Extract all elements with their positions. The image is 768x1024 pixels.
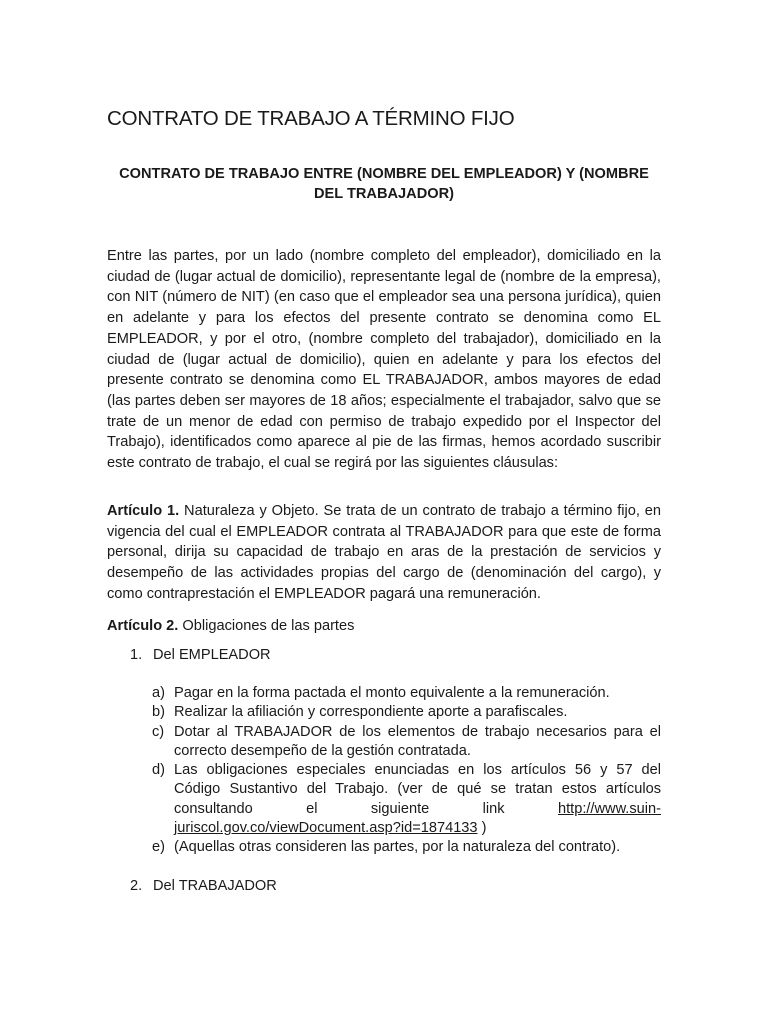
list-text-after: )	[477, 820, 487, 837]
document-subtitle: CONTRATO DE TRABAJO ENTRE (NOMBRE DEL EMPLEADOR) Y (NOMBRE DEL TRABAJADOR)	[119, 166, 649, 202]
list-letter: d)	[152, 762, 165, 779]
list-letter: e)	[152, 839, 165, 856]
article-2	[107, 616, 661, 637]
list-text: (Aquellas otras consideren las partes, por la naturaleza del contrato).	[174, 839, 621, 856]
list-label: Del EMPLEADOR	[153, 647, 271, 663]
article-1-label: Artículo 1.	[107, 503, 180, 519]
list-letter: c)	[152, 723, 165, 740]
list-label: Del TRABAJADOR	[153, 878, 277, 894]
article-2-text: Obligaciones de las partes	[178, 618, 355, 634]
article-1-text: Naturaleza y Objeto. Se trata de un contrato de trabajo a término fijo, en vigencia del cual el EMPLEADOR contrata al TRABAJADOR para que este de forma personal, dirija su capacidad de trabajo en aras de la prestación de servicios y desempeño de las actividades propias del cargo de (denominación del cargo), y como contraprestación el EMPLEADOR pagará una remuneración.	[107, 503, 662, 602]
list-item	[152, 761, 661, 838]
document-title: CONTRATO DE TRABAJO A TÉRMINO FIJO	[107, 107, 515, 130]
list-item	[152, 838, 661, 857]
article-2-label: Artículo 2.	[107, 618, 179, 634]
list-text-with-link	[174, 761, 661, 838]
list-item-worker	[130, 876, 277, 896]
suin-juriscol-link[interactable]: http://www.suin-juriscol.gov.co/viewDocument.asp?id=1874133	[174, 800, 661, 837]
list-item	[152, 703, 661, 722]
list-item-employer	[130, 645, 271, 665]
list-text: Realizar la afiliación y correspondiente aporte a parafiscales.	[174, 704, 568, 721]
list-letter: b)	[152, 704, 165, 721]
list-item	[152, 684, 661, 703]
intro-paragraph: Entre las partes, por un lado (nombre completo del empleador), domiciliado en la ciudad de (lugar actual de domicilio), representante legal de (nombre de la empresa), con NIT (número de NIT) (en caso que el empleador sea una persona jurídica), quien en adelante y para los efectos del presente contrato se denomina como EL EMPLEADOR, y por el otro, (nombre completo del trabajador), domiciliado en la ciudad de (lugar actual de domicilio), quien en adelante y para los efectos del presente contrato se denomina como EL TRABAJADOR, ambos mayores de edad (las partes deben ser mayores de 18 años; especialmente el trabajador, salvo que se trate de un menor de edad con permiso de trabajo expedido por el Inspector del Trabajo), identificados como aparece al pie de las firmas, hemos acordado suscribir este contrato de trabajo, el cual se regirá por las siguientes cláusulas:	[107, 248, 661, 472]
list-item	[152, 723, 661, 762]
list-text: Pagar en la forma pactada el monto equivalente a la remuneración.	[174, 685, 610, 701]
employer-obligations-list	[152, 684, 661, 858]
list-text: Dotar al TRABAJADOR de los elementos de trabajo necesarios para el correcto desempeño de la gestión contratada.	[174, 723, 661, 759]
list-number: 2.	[130, 878, 143, 894]
article-1	[107, 501, 661, 605]
list-letter: a)	[152, 685, 165, 701]
list-text: Las obligaciones especiales enunciadas en los artículos 56 y 57 del Código Sustantivo del Trabajo. (ver de qué se tratan estos artículos consultando el siguiente link	[174, 762, 661, 817]
list-number: 1.	[130, 647, 143, 663]
